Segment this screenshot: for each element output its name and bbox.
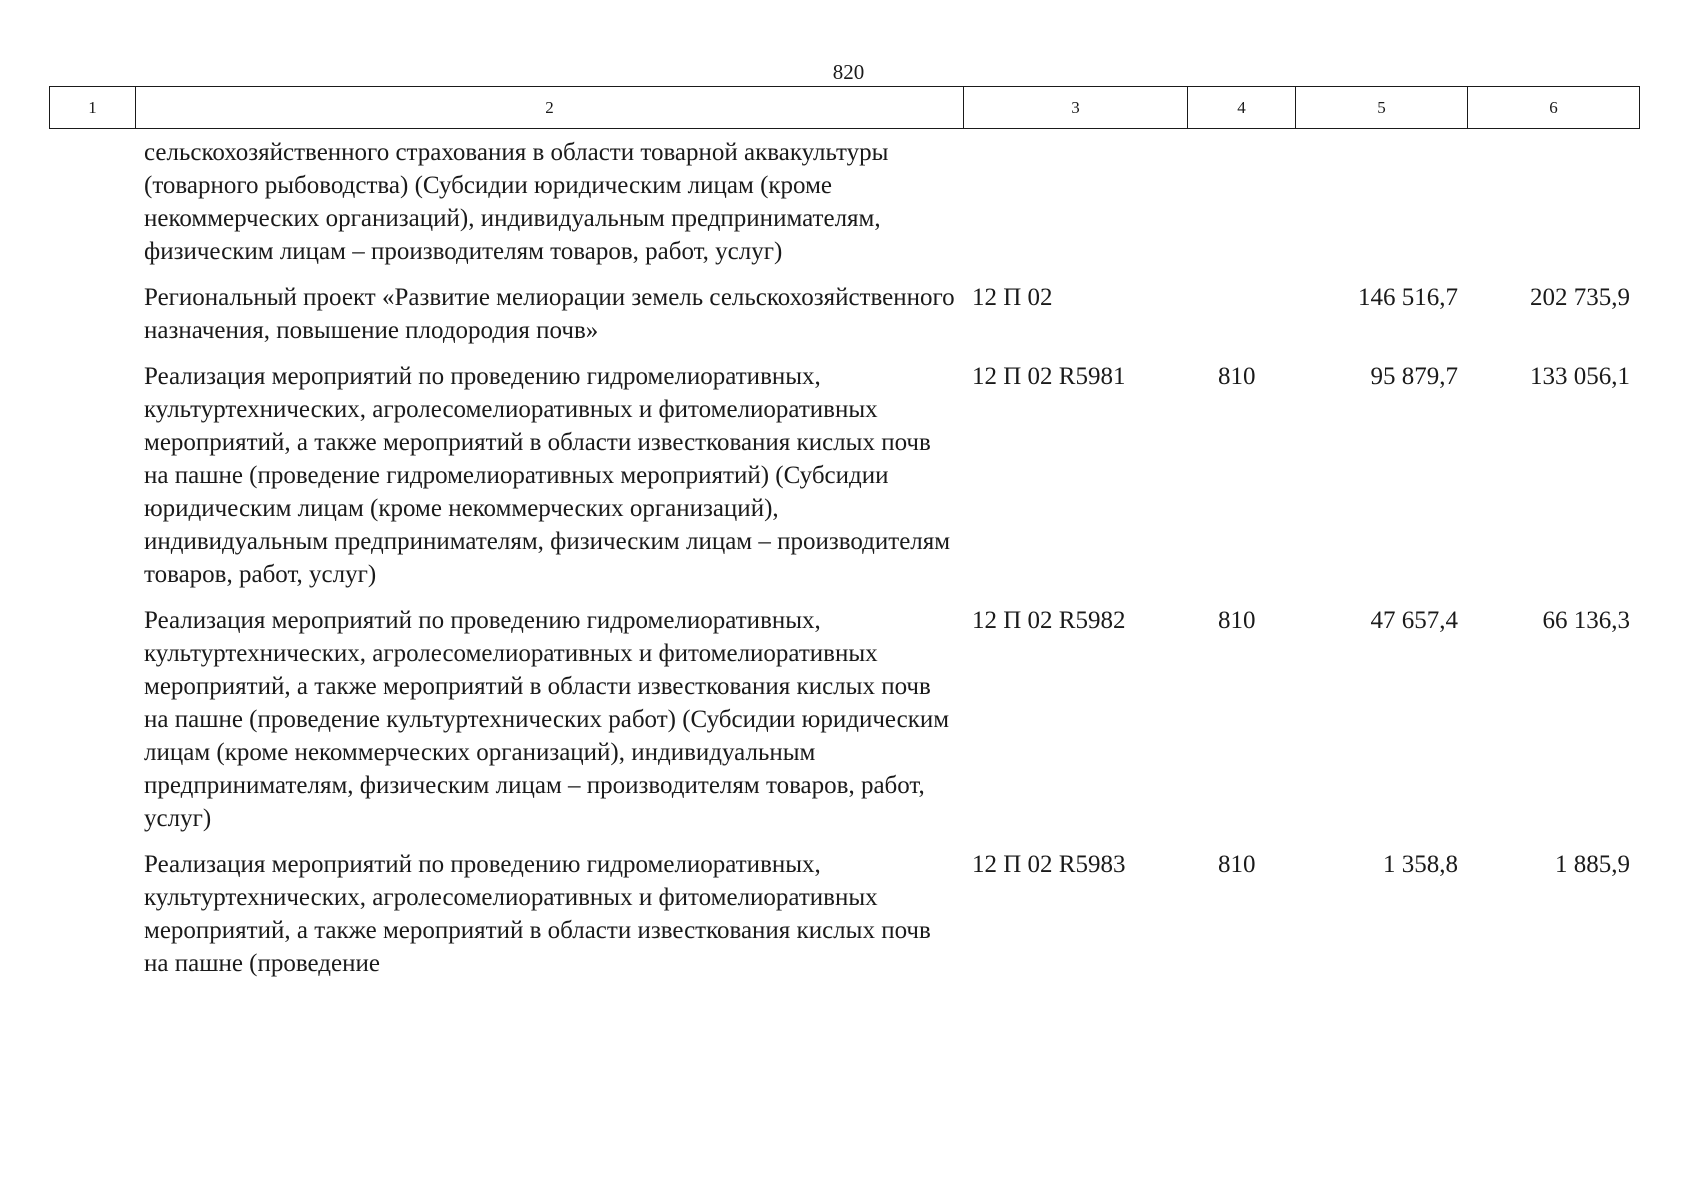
row-code xyxy=(963,136,1187,281)
row-code: 12 П 02 xyxy=(972,284,1053,311)
row-value-6: 66 136,3 xyxy=(1542,607,1630,634)
row-description: Реализация мероприятий по проведению гидромелиоративных, культуртехнических, агролесомелиоративных и фитомелиоративных мероприятий, а также мероприятий в области известкования кислых почв на пашне (проведение гидромелиоративных мероприятий) (Субсидии юридическим лицам (кроме некоммерческих организаций), индивидуальным предпринимателям, физическим лицам – производителям товаров, работ, услуг) xyxy=(144,363,951,588)
budget-table-body xyxy=(49,136,1639,993)
row-index-cell xyxy=(49,848,135,993)
header-col-6: 6 xyxy=(1468,87,1640,129)
table-row xyxy=(49,136,1639,281)
row-kvr xyxy=(1187,136,1295,281)
table-row xyxy=(49,281,1639,360)
row-value-5 xyxy=(1295,136,1467,281)
row-code: 12 П 02 R5983 xyxy=(972,851,1126,878)
row-description: сельскохозяйственного страхования в области товарной аквакультуры (товарного рыбоводства) (Субсидии юридическим лицам (кроме некоммерческих организаций), индивидуальным предпринимателям, физическим лицам – производителям товаров, работ, услуг) xyxy=(144,139,889,265)
row-index-cell xyxy=(49,136,135,281)
row-code: 12 П 02 R5981 xyxy=(972,363,1126,390)
row-kvr: 810 xyxy=(1218,363,1256,390)
row-kvr xyxy=(1187,281,1295,360)
row-index-cell xyxy=(49,604,135,848)
row-value-6 xyxy=(1467,136,1639,281)
row-code: 12 П 02 R5982 xyxy=(972,607,1126,634)
header-col-5: 5 xyxy=(1296,87,1468,129)
column-number-header xyxy=(49,86,1640,129)
row-description: Реализация мероприятий по проведению гидромелиоративных, культуртехнических, агролесомелиоративных и фитомелиоративных мероприятий, а также мероприятий в области известкования кислых почв на пашне (проведение xyxy=(144,851,931,977)
row-value-6: 133 056,1 xyxy=(1530,363,1630,390)
row-description: Реализация мероприятий по проведению гидромелиоративных, культуртехнических, агролесомелиоративных и фитомелиоративных мероприятий, а также мероприятий в области известкования кислых почв на пашне (проведение культуртехнических работ) (Субсидии юридическим лицам (кроме некоммерческих организаций), индивидуальным предпринимателям, физическим лицам – производителям товаров, работ, услуг) xyxy=(144,607,950,832)
row-value-6: 202 735,9 xyxy=(1530,284,1630,311)
table-row xyxy=(49,604,1639,848)
row-index-cell xyxy=(49,360,135,604)
header-col-2: 2 xyxy=(136,87,964,129)
header-col-4: 4 xyxy=(1188,87,1296,129)
table-row xyxy=(49,848,1639,993)
header-col-1: 1 xyxy=(50,87,136,129)
row-value-5: 1 358,8 xyxy=(1383,851,1458,878)
row-kvr: 810 xyxy=(1218,607,1256,634)
row-value-6: 1 885,9 xyxy=(1555,851,1630,878)
table-row xyxy=(49,360,1639,604)
row-index-cell xyxy=(49,281,135,360)
row-value-5: 47 657,4 xyxy=(1370,607,1458,634)
row-kvr: 810 xyxy=(1218,851,1256,878)
row-description: Региональный проект «Развитие мелиорации земель сельскохозяйственного назначения, повышение плодородия почв» xyxy=(144,284,955,344)
header-row xyxy=(50,87,1640,129)
row-value-5: 146 516,7 xyxy=(1358,284,1458,311)
row-value-5: 95 879,7 xyxy=(1370,363,1458,390)
header-col-3: 3 xyxy=(964,87,1188,129)
page-number: 820 xyxy=(832,60,865,84)
